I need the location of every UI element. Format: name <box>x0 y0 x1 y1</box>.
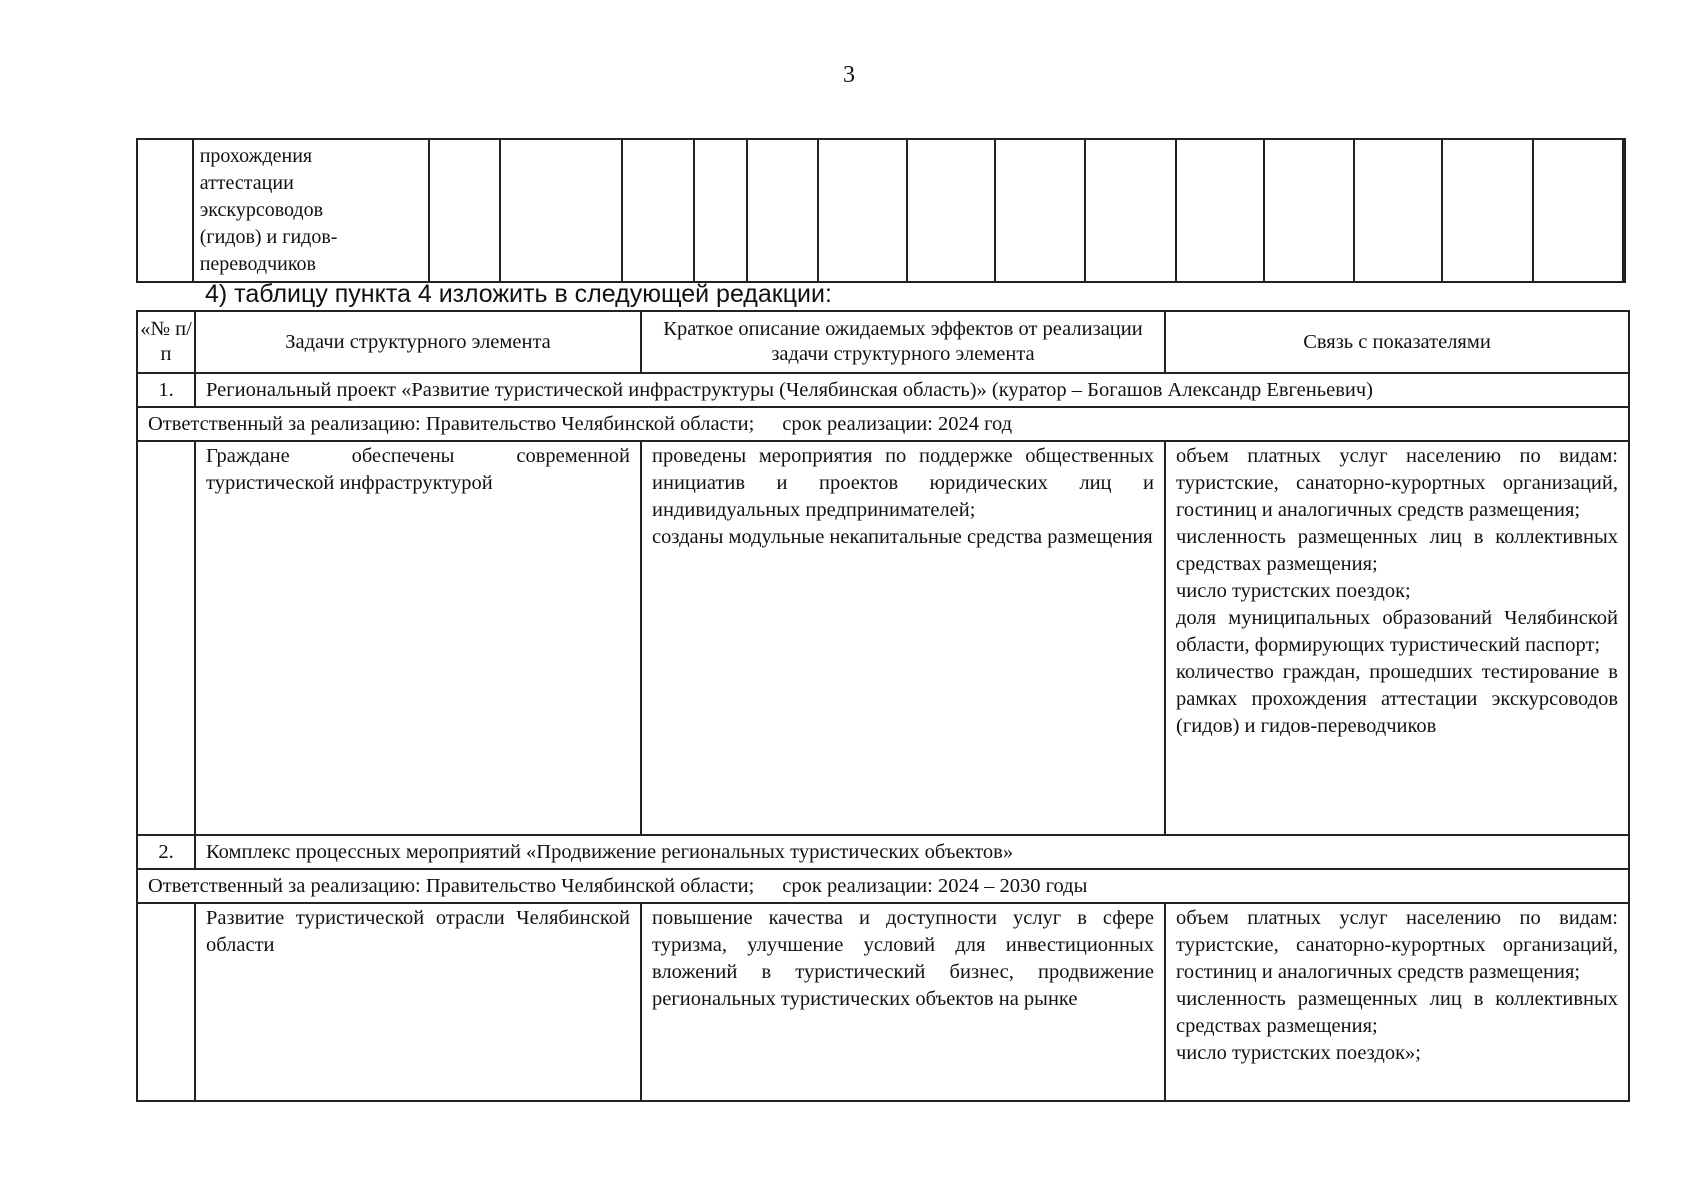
indicator-item: численность размещенных лиц в коллективных средствах размещения; <box>1176 526 1618 575</box>
indicator-item: число туристских поездок»; <box>1176 1042 1421 1064</box>
effects-cell <box>641 441 1165 835</box>
table-cell <box>137 903 195 1101</box>
indicator-item: число туристских поездок; <box>1176 580 1411 602</box>
table-cell <box>500 139 623 282</box>
table-cell <box>622 139 693 282</box>
indicator-item: доля муниципальных образований Челябинской области, формирующих туристический паспорт; <box>1176 607 1618 656</box>
responsible-cell <box>137 407 1629 441</box>
effect-item: повышение качества и доступности услуг в сфере туризма, улучшение условий для инвестиционных вложений в туристический бизнес, продвижение региональных туристических объектов на рынке <box>652 907 1154 1010</box>
table-cell <box>694 139 748 282</box>
indicators-cell <box>1165 441 1629 835</box>
section-number: 2. <box>137 835 195 869</box>
indicator-item: количество граждан, прошедших тестирование в рамках прохождения аттестации экскурсоводов (гидов) и гидов-переводчиков <box>1176 661 1618 737</box>
table-cell <box>907 139 995 282</box>
effect-item: созданы модульные некапитальные средства размещения <box>652 526 1153 548</box>
term-text: срок реализации: 2024 – 2030 годы <box>782 874 1088 897</box>
page-number: 3 <box>843 62 855 88</box>
intro-text: 4) таблицу пункта 4 изложить в следующей редакции: <box>205 280 832 308</box>
indicator-item: объем платных услуг населению по видам: туристские, санаторно-курортных организаций, гостиниц и аналогичных средств размещения; <box>1176 907 1618 983</box>
section-title: Комплекс процессных мероприятий «Продвижение региональных туристических объектов» <box>195 835 1629 869</box>
term-text: срок реализации: 2024 год <box>782 412 1013 435</box>
section-title: Региональный проект «Развитие туристической инфраструктуры (Челябинская область)» (куратор – Богашов Александр Евгеньевич) <box>195 373 1629 407</box>
header-indicators: Связь с показателями <box>1165 311 1629 373</box>
section-number: 1. <box>137 373 195 407</box>
header-num: «№ п/п <box>137 311 195 373</box>
table-cell <box>1176 139 1264 282</box>
table-header-row <box>137 311 1629 373</box>
responsible-row <box>137 869 1629 903</box>
indicator-item: объем платных услуг населению по видам: туристские, санаторно-курортных организаций, гостиниц и аналогичных средств размещения; <box>1176 445 1618 521</box>
table-cell <box>818 139 906 282</box>
task-cell: Граждане обеспечены современной туристической инфраструктурой <box>195 441 641 835</box>
section-title-row <box>137 835 1629 869</box>
responsible-text: Ответственный за реализацию: Правительство Челябинской области; <box>148 412 755 435</box>
table-cell <box>1533 139 1623 282</box>
indicators-cell <box>1165 903 1629 1101</box>
tasks-table <box>136 310 1630 1102</box>
table-row <box>137 903 1629 1101</box>
table-cell <box>1623 139 1625 282</box>
table-cell <box>995 139 1085 282</box>
table-cell <box>137 441 195 835</box>
table-cell-text: прохождения аттестации экскурсоводов (гидов) и гидов- переводчиков <box>193 139 429 282</box>
table-cell <box>137 139 193 282</box>
indicator-item: численность размещенных лиц в коллективных средствах размещения; <box>1176 988 1618 1037</box>
table-cell <box>1354 139 1442 282</box>
table-cell <box>747 139 818 282</box>
table-cell <box>429 139 500 282</box>
section-title-row <box>137 373 1629 407</box>
table-row <box>137 139 1625 282</box>
responsible-text: Ответственный за реализацию: Правительство Челябинской области; <box>148 874 755 897</box>
effects-cell <box>641 903 1165 1101</box>
header-tasks: Задачи структурного элемента <box>195 311 641 373</box>
task-cell: Развитие туристической отрасли Челябинской области <box>195 903 641 1101</box>
header-effects: Краткое описание ожидаемых эффектов от реализации задачи структурного элемента <box>641 311 1165 373</box>
table-cell <box>1442 139 1532 282</box>
responsible-cell <box>137 869 1629 903</box>
table-row <box>137 441 1629 835</box>
continuation-table <box>136 138 1626 283</box>
responsible-row <box>137 407 1629 441</box>
table-cell <box>1085 139 1175 282</box>
effect-item: проведены мероприятия по поддержке общественных инициатив и проектов юридических лиц и индивидуальных предпринимателей; <box>652 445 1154 521</box>
table-cell <box>1264 139 1354 282</box>
